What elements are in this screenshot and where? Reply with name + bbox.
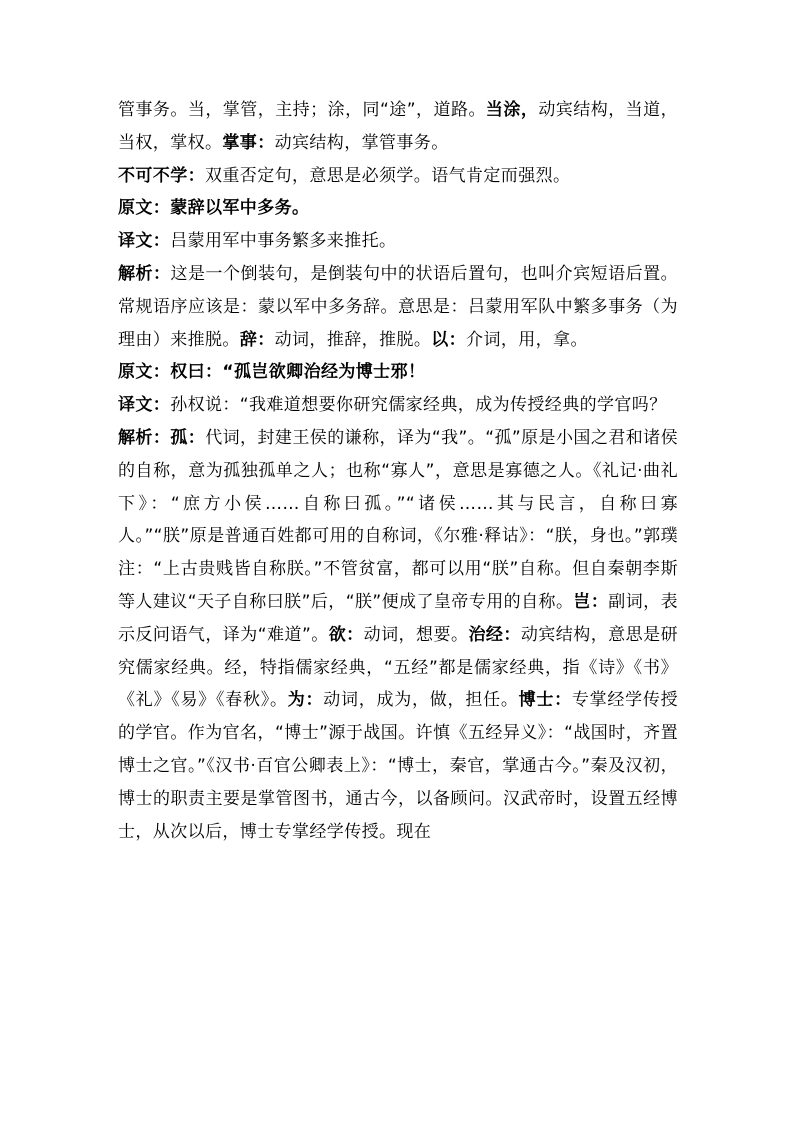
bold-term: 治经： (468, 624, 521, 645)
bold-term: 译文： (118, 395, 171, 416)
body-text: 动宾结构，掌管事务。 (274, 132, 449, 153)
body-text: 副词，表示反问语气，译为“难道”。 (118, 591, 678, 645)
bold-term: 欲： (328, 624, 364, 645)
body-text: 这是一个倒装句，是倒装句中的状语后置句，也叫介宾短语后置。常规语序应该是：蒙以军中多务辞。意思是：吕蒙用军队中繁多事务（为理由）来推脱。 (118, 263, 678, 350)
paragraph-buke-buxue (118, 160, 678, 193)
body-text: 专掌经学传授的学官。作为官名，“博士”源于战国。许慎《五经异义》：“战国时，齐置博士之官。”《汉书·百官公卿表上》：“博士，秦官，掌通古今。”秦及汉初，博士的职责主要是掌管图书，通古今，以备顾问。汉武帝时，设置五经博士，从次以后，博士专掌经学传授。现在 (118, 690, 679, 842)
paragraph-translation-1 (118, 225, 678, 258)
bold-term: 解析：孤： (118, 427, 206, 448)
paragraph-original-text-1 (118, 192, 678, 225)
bold-term: 掌事： (222, 132, 275, 153)
bold-term: 原文：权曰：“孤岂欲卿治经为博士邪！ (118, 362, 426, 383)
body-text: 管事务。当，掌管，主持；涂，同“途”，道路。 (118, 100, 486, 120)
body-text: 动词，推辞，推脱。 (274, 329, 432, 350)
body-text: 孙权说：“我难道想要你研究儒家经典，成为传授经典的学官吗？ (170, 395, 667, 416)
paragraph-analysis-1 (118, 258, 678, 356)
bold-term: 解析： (118, 263, 171, 284)
bold-term: 当涂， (485, 100, 539, 120)
bold-term: 博士： (518, 690, 572, 711)
body-text: 动宾结构，意思是研究儒家经典。经，特指儒家经典，“五经”都是儒家经典，指《诗》《书》《礼》《易》《春秋》。 (118, 624, 678, 711)
bold-term: 原文：蒙辞以军中多务。 (118, 198, 310, 219)
paragraph-translation-2 (118, 389, 678, 422)
bold-term: 译文： (118, 231, 171, 252)
paragraph-original-text-2 (118, 356, 678, 389)
body-text: 动词，成为，做，担任。 (323, 690, 519, 711)
body-text: 动宾结构，当道，当权，掌权。 (118, 100, 679, 153)
body-text: 双重否定句，意思是必须学。语气肯定而强烈。 (205, 165, 571, 186)
bold-term: 不可不学： (118, 165, 205, 186)
paragraph-analysis-2 (118, 422, 678, 848)
paragraph-continuation (118, 94, 678, 160)
body-text: 吕蒙用军中事务繁多来推托。 (170, 231, 397, 252)
body-text: 代词，封建王侯的谦称，译为“我”。“孤”原是小国之君和诸侯的自称，意为孤独孤单之人；也称“寡人”，意思是寡德之人。《礼记·曲礼下》：“庶方小侯……自称曰孤。”“诸侯……其与民言，自称曰寡人。”“朕”原是普通百姓都可用的自称词，《尔雅·释诂》：“朕，身也。”郭璞注：“上古贵贱皆自称朕。”不管贫富，都可以用“朕”自称。但自秦朝李斯等人建议“天子自称曰朕”后，“朕”便成了皇帝专用的自称。 (118, 427, 679, 612)
bold-term: 辞： (239, 329, 275, 350)
document-body (118, 94, 678, 848)
bold-term: 岂： (573, 591, 609, 612)
body-text: 动词，想要。 (363, 624, 469, 645)
body-text: 介词，用，拿。 (466, 329, 588, 350)
bold-term: 为： (287, 690, 324, 711)
bold-term: 以： (431, 329, 467, 350)
